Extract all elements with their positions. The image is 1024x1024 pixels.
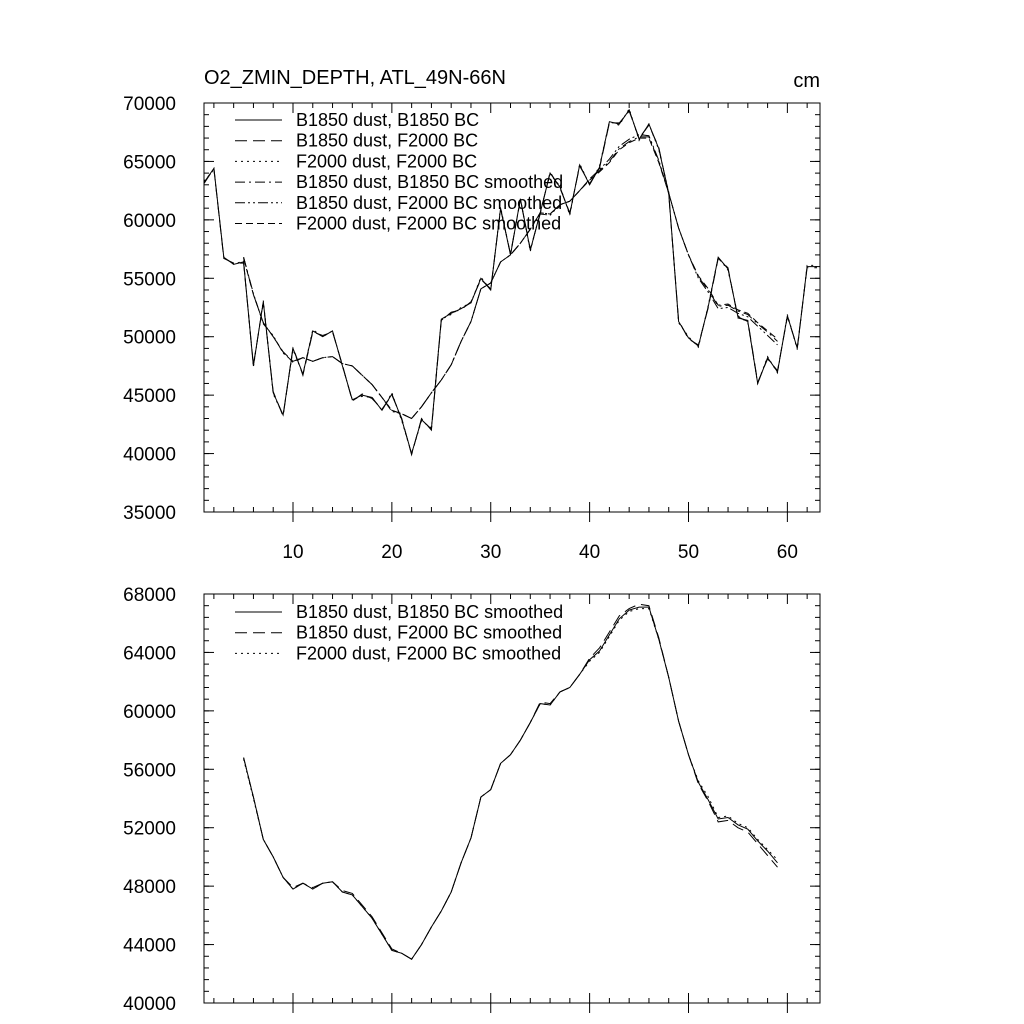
x-tick-label: 10 [282, 542, 304, 563]
legend-label: B1850 dust, F2000 BC [296, 130, 479, 151]
x-tick-label: 40 [579, 542, 601, 563]
y-tick-label: 35000 [123, 503, 176, 524]
y-tick-label: 44000 [123, 935, 176, 957]
legend-label: B1850 dust, B1850 BC [296, 110, 480, 130]
y-tick-label: 50000 [123, 327, 176, 349]
y-tick-label: 68000 [123, 585, 176, 606]
y-tick-label: 55000 [123, 269, 176, 291]
y-tick-label: 48000 [123, 877, 176, 899]
y-tick-label: 40000 [123, 994, 176, 1015]
y-tick-label: 45000 [123, 386, 176, 408]
units-label: cm [793, 70, 820, 92]
y-tick-label: 40000 [123, 444, 176, 466]
legend-label: F2000 dust, F2000 BC [296, 151, 478, 172]
legend-label: F2000 dust, F2000 BC smoothed [296, 643, 562, 664]
legend-label: B1850 dust, B1850 BC smoothed [296, 602, 564, 622]
chart-title: O2_ZMIN_DEPTH, ATL_49N-66N [204, 67, 506, 89]
y-tick-label: 65000 [123, 152, 176, 174]
y-tick-label: 56000 [123, 760, 176, 782]
legend-label: B1850 dust, F2000 BC smoothed [296, 622, 563, 643]
x-tick-label: 60 [776, 542, 798, 563]
legend-label: B1850 dust, F2000 BC smoothed [296, 192, 563, 213]
y-tick-label: 60000 [123, 701, 176, 723]
y-tick-label: 64000 [123, 643, 176, 665]
y-tick-label: 60000 [123, 210, 176, 232]
y-tick-label: 52000 [123, 818, 176, 840]
legend-label: B1850 dust, B1850 BC smoothed [296, 172, 564, 193]
legend-label: F2000 dust, F2000 BC smoothed [296, 213, 562, 234]
x-tick-label: 30 [480, 542, 502, 563]
x-tick-label: 50 [677, 542, 700, 563]
y-tick-label: 70000 [123, 94, 176, 115]
x-tick-label: 20 [381, 542, 403, 563]
